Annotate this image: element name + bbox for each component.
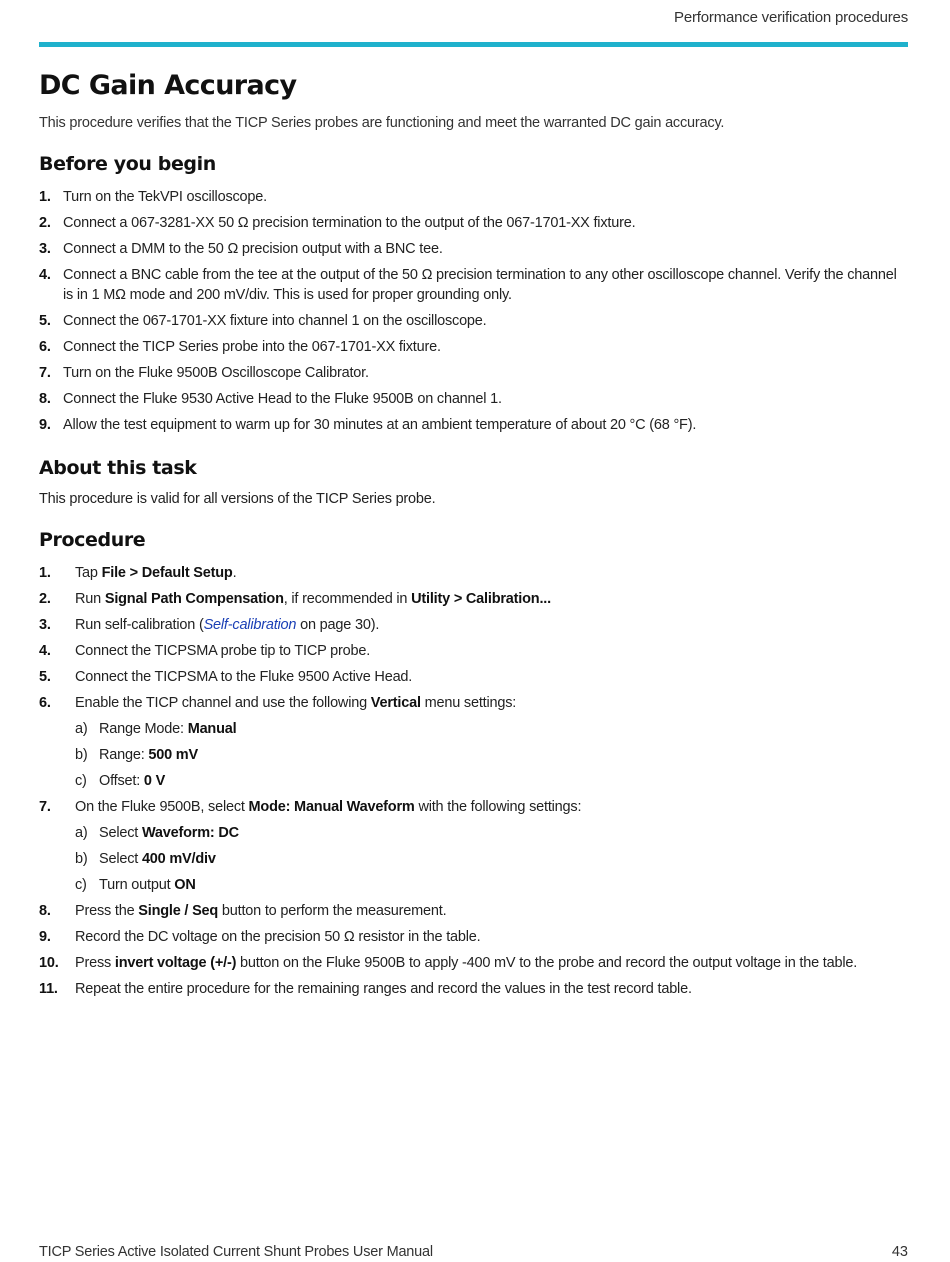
about-this-task-heading: About this task bbox=[39, 457, 197, 479]
list-item bbox=[39, 641, 908, 661]
list-item bbox=[39, 389, 908, 409]
sub-step-letter: c) bbox=[75, 773, 87, 789]
step-number: 7. bbox=[39, 365, 51, 381]
list-item bbox=[39, 615, 908, 635]
step-text: menu settings: bbox=[420, 695, 517, 711]
list-item bbox=[39, 979, 908, 999]
list-item bbox=[39, 693, 908, 791]
step-number: 8. bbox=[39, 391, 51, 407]
step-number: 2. bbox=[39, 591, 51, 607]
step-text: with the following settings: bbox=[414, 799, 582, 815]
step-number: 3. bbox=[39, 241, 51, 257]
sub-step-letter: b) bbox=[75, 747, 88, 763]
step-number: 6. bbox=[39, 695, 51, 711]
step-number: 1. bbox=[39, 565, 51, 581]
setting-value: 500 mV bbox=[148, 747, 198, 763]
sub-step-letter: c) bbox=[75, 877, 87, 893]
step-text: Connect a 067-3281-XX 50 Ω precision termination to the output of the 067-1701-XX fixture. bbox=[63, 215, 636, 231]
step-text: Repeat the entire procedure for the remaining ranges and record the values in the test record table. bbox=[75, 981, 692, 997]
step-text: button on the Fluke 9500B to apply -400 mV to the probe and record the output voltage in the table. bbox=[236, 955, 858, 971]
footer-manual-title: TICP Series Active Isolated Current Shunt Probes User Manual bbox=[39, 1244, 433, 1260]
step-number: 9. bbox=[39, 929, 51, 945]
step-number: 4. bbox=[39, 643, 51, 659]
setting-value: 400 mV/div bbox=[141, 851, 216, 867]
setting-value: Waveform: DC bbox=[141, 825, 239, 841]
before-you-begin-heading: Before you begin bbox=[39, 153, 216, 175]
step-text: Run self-calibration ( bbox=[75, 617, 204, 633]
self-calibration-link[interactable]: Self-calibration bbox=[203, 617, 297, 633]
button-name: invert voltage (+/-) bbox=[114, 955, 237, 971]
before-you-begin-list bbox=[39, 187, 908, 435]
step-number: 6. bbox=[39, 339, 51, 355]
sub-step-letter: a) bbox=[75, 721, 88, 737]
sub-list-item bbox=[75, 719, 908, 739]
setting-value: ON bbox=[174, 877, 196, 893]
sub-step-text: Select bbox=[99, 851, 142, 867]
step-number: 1. bbox=[39, 189, 51, 205]
sub-step-text: Offset: bbox=[99, 773, 144, 789]
sub-list-item bbox=[75, 771, 908, 791]
procedure-list bbox=[39, 563, 908, 999]
step-number: 10. bbox=[39, 955, 59, 971]
step-text: , if recommended in bbox=[283, 591, 412, 607]
sub-list bbox=[75, 823, 908, 895]
step-text: Turn on the Fluke 9500B Oscilloscope Calibrator. bbox=[63, 365, 369, 381]
step-text: button to perform the measurement. bbox=[218, 903, 447, 919]
step-number: 11. bbox=[39, 981, 58, 997]
sub-list-item bbox=[75, 823, 908, 843]
step-text: . bbox=[232, 565, 237, 581]
list-item bbox=[39, 589, 908, 609]
step-number: 3. bbox=[39, 617, 51, 633]
list-item bbox=[39, 363, 908, 383]
step-text: Turn on the TekVPI oscilloscope. bbox=[63, 189, 267, 205]
menu-path: File > Default Setup bbox=[101, 565, 233, 581]
page-content bbox=[39, 70, 908, 1005]
command-name: Signal Path Compensation bbox=[104, 591, 284, 607]
setting-value: 0 V bbox=[143, 773, 166, 789]
about-this-task-text: This procedure is valid for all versions of the TICP Series probe. bbox=[39, 491, 436, 507]
step-text: Allow the test equipment to warm up for 30 minutes at an ambient temperature of about 20 °C (68 °F). bbox=[63, 417, 697, 433]
button-name: Single / Seq bbox=[138, 903, 219, 919]
intro-paragraph: This procedure verifies that the TICP Series probes are functioning and meet the warranted DC gain accuracy. bbox=[39, 115, 725, 131]
page-title: DC Gain Accuracy bbox=[39, 70, 297, 101]
step-text: Connect the TICP Series probe into the 067-1701-XX fixture. bbox=[63, 339, 441, 355]
step-text: Connect the Fluke 9530 Active Head to the Fluke 9500B on channel 1. bbox=[63, 391, 502, 407]
list-item bbox=[39, 415, 908, 435]
sub-step-letter: b) bbox=[75, 851, 88, 867]
step-text: Press bbox=[75, 955, 115, 971]
list-item bbox=[39, 667, 908, 687]
step-text: Press the bbox=[75, 903, 139, 919]
step-number: 4. bbox=[39, 267, 51, 283]
step-text: Connect a BNC cable from the tee at the output of the 50 Ω precision termination to any other oscilloscope channel. Verify the channel is in 1 MΩ mode and 200 mV/div. This is used for proper grounding only. bbox=[63, 267, 897, 303]
step-text: On the Fluke 9500B, select bbox=[75, 799, 249, 815]
mode-name: Mode: Manual Waveform bbox=[248, 799, 415, 815]
step-number: 2. bbox=[39, 215, 51, 231]
list-item bbox=[39, 337, 908, 357]
step-text: Run bbox=[75, 591, 105, 607]
step-text: Connect the TICPSMA to the Fluke 9500 Active Head. bbox=[75, 669, 413, 685]
list-item bbox=[39, 265, 908, 305]
list-item bbox=[39, 797, 908, 895]
step-number: 9. bbox=[39, 417, 51, 433]
step-text: Record the DC voltage on the precision 50 Ω resistor in the table. bbox=[75, 929, 481, 945]
footer-page-number: 43 bbox=[891, 1244, 908, 1260]
sub-list-item bbox=[75, 849, 908, 869]
step-text: Tap bbox=[75, 565, 102, 581]
sub-list-item bbox=[75, 745, 908, 765]
setting-value: Manual bbox=[187, 721, 237, 737]
step-text: Enable the TICP channel and use the following bbox=[75, 695, 371, 711]
step-number: 7. bbox=[39, 799, 51, 815]
running-header: Performance verification procedures bbox=[674, 9, 908, 26]
sub-step-text: Range Mode: bbox=[99, 721, 188, 737]
list-item bbox=[39, 953, 908, 973]
step-text: on page 30). bbox=[296, 617, 380, 633]
list-item bbox=[39, 187, 908, 207]
list-item bbox=[39, 213, 908, 233]
step-text: Connect a DMM to the 50 Ω precision output with a BNC tee. bbox=[63, 241, 443, 257]
sub-step-text: Range: bbox=[99, 747, 149, 763]
step-number: 5. bbox=[39, 313, 51, 329]
step-text: Connect the 067-1701-XX fixture into channel 1 on the oscilloscope. bbox=[63, 313, 487, 329]
menu-path: Utility > Calibration... bbox=[411, 591, 551, 607]
menu-name: Vertical bbox=[370, 695, 421, 711]
sub-list-item bbox=[75, 875, 908, 895]
procedure-heading: Procedure bbox=[39, 529, 146, 551]
sub-step-letter: a) bbox=[75, 825, 88, 841]
list-item bbox=[39, 311, 908, 331]
list-item bbox=[39, 901, 908, 921]
sub-step-text: Turn output bbox=[99, 877, 175, 893]
sub-step-text: Select bbox=[99, 825, 142, 841]
list-item bbox=[39, 563, 908, 583]
step-number: 8. bbox=[39, 903, 51, 919]
step-text: Connect the TICPSMA probe tip to TICP probe. bbox=[75, 643, 371, 659]
header-rule bbox=[39, 42, 908, 47]
list-item bbox=[39, 239, 908, 259]
step-number: 5. bbox=[39, 669, 51, 685]
sub-list bbox=[75, 719, 908, 791]
list-item bbox=[39, 927, 908, 947]
